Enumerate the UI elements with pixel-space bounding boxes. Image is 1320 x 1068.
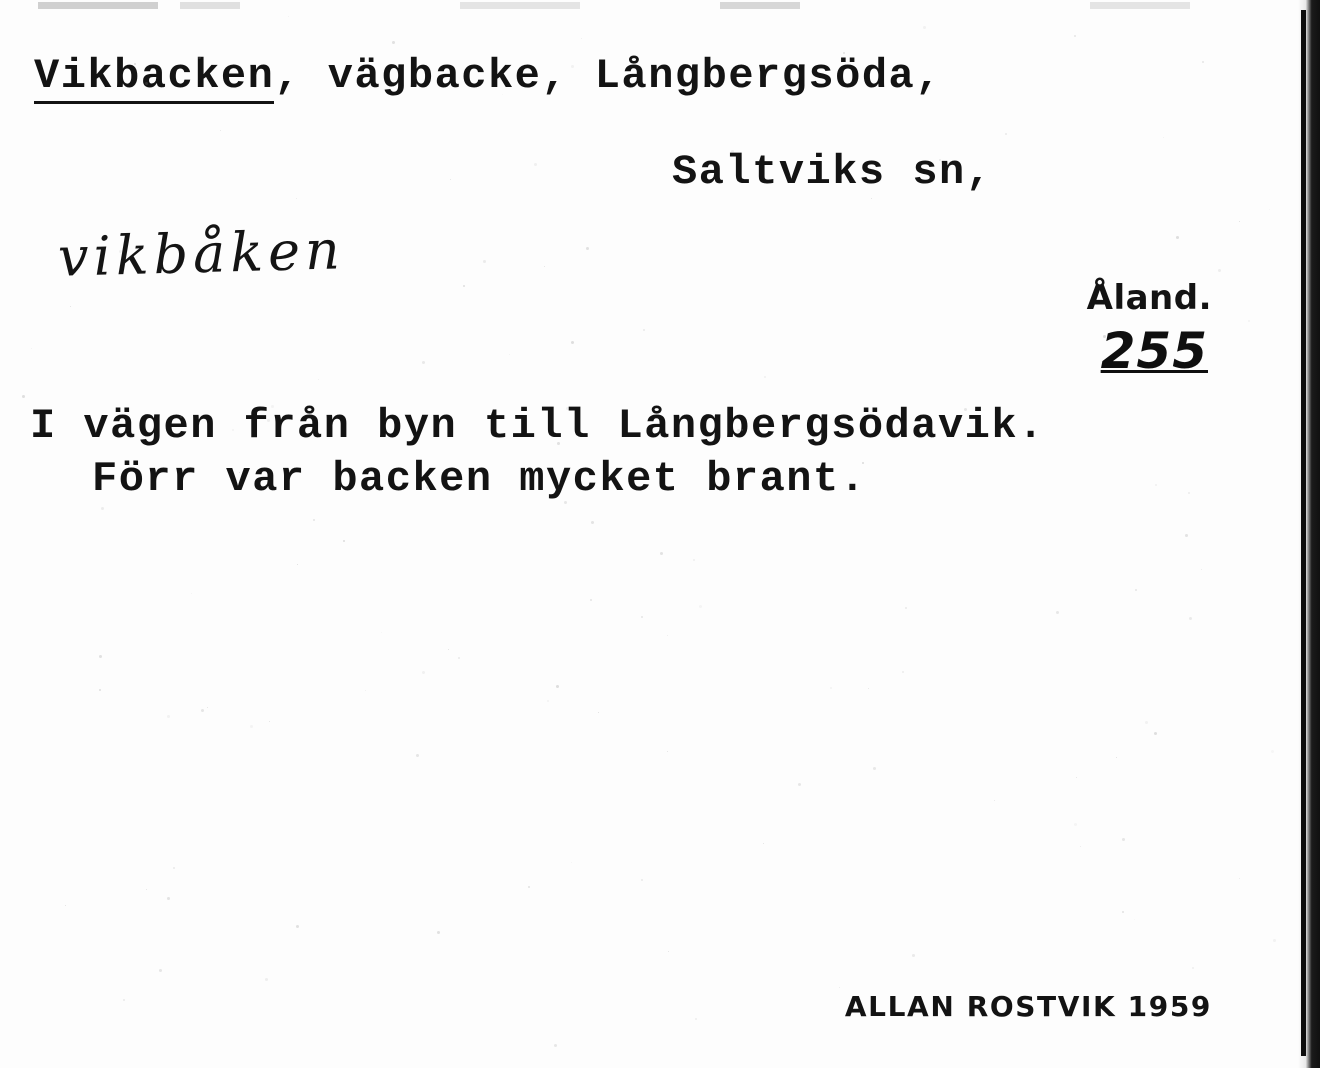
headword-line <box>34 52 942 100</box>
card-number: 255 <box>1100 322 1208 380</box>
pronunciation-handwritten <box>57 218 345 288</box>
headword: Vikbacken <box>34 52 274 104</box>
region-label: Åland. <box>1086 278 1212 318</box>
body-line-1: I vägen från byn till Långbergsödavik. <box>30 402 1045 450</box>
headword-suffix: , vägbacke, Långbergsöda, <box>274 52 942 100</box>
pronunciation-text: vikbåken <box>57 218 346 289</box>
collector-signature: ALLAN ROSTVIK 1959 <box>844 990 1212 1023</box>
scan-top-band <box>30 0 1280 14</box>
parish-line: Saltviks sn, <box>672 148 993 196</box>
body-line-2: Förr var backen mycket brant. <box>92 455 867 503</box>
scan-right-edge-line <box>1301 10 1306 1056</box>
